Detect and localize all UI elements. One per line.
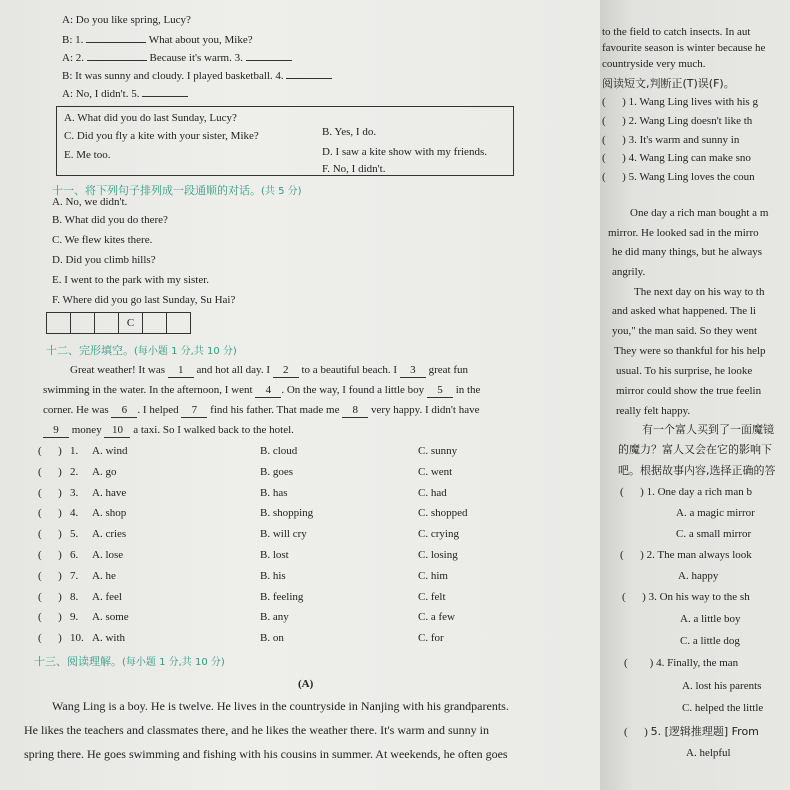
cloze-blank[interactable]: 2 — [273, 364, 299, 378]
cloze-blank[interactable]: 3 — [400, 364, 426, 378]
section-title: 十二、完形填空。(每小题 1 分,共 10 分) — [46, 344, 237, 357]
grid-cell[interactable] — [143, 313, 167, 333]
chinese-intro: 有一个富人买到了一面魔镜 — [642, 423, 774, 436]
story-line: mirror could show the true feelin — [616, 385, 762, 397]
cloze-blank[interactable]: 5 — [427, 384, 453, 398]
question-number: 6. — [70, 549, 79, 561]
dialogue-line: B: 1. What about you, Mike? — [62, 34, 253, 46]
question: ( ) 5. [逻辑推理题] From — [624, 725, 759, 738]
tf-item: ( ) 1. Wang Ling lives with his g — [602, 96, 758, 108]
answer-bracket[interactable]: ( ) — [38, 486, 62, 499]
reading-line: favourite season is winter because he — [602, 42, 766, 54]
question-number: 7. — [70, 569, 79, 582]
question-number: 9. — [70, 611, 79, 624]
option-a: A. wind — [92, 445, 128, 457]
option-b: B. goes — [260, 465, 293, 478]
section-title: 十一、将下列句子排列成一段通顺的对话。(共 5 分) — [52, 184, 302, 197]
passage-line: 9 money 10 a taxi. So I walked back to the hotel. — [43, 424, 294, 438]
cloze-blank[interactable]: 9 — [43, 424, 69, 438]
answer-bracket[interactable]: ( ) — [38, 445, 62, 457]
question-number: 10. — [70, 632, 84, 645]
option-a: A. lose — [92, 549, 124, 561]
reading-line: countryside very much. — [602, 58, 706, 70]
choice: C. a little dog — [680, 635, 740, 647]
instruction: 阅读短文,判断正(T)误(F)。 — [602, 77, 735, 90]
choice: C. a small mirror — [676, 528, 752, 540]
option-b: B. any — [260, 611, 289, 624]
option-b: B. feeling — [260, 590, 304, 603]
option-c: C. him — [418, 569, 448, 582]
question-number: 4. — [70, 507, 79, 520]
question-number: 1. — [70, 445, 79, 457]
cloze-blank[interactable]: 7 — [181, 404, 207, 418]
answer-bracket[interactable]: ( ) — [38, 632, 62, 645]
answer-blank[interactable] — [286, 78, 332, 79]
cloze-blank[interactable]: 1 — [168, 364, 194, 378]
option-b: B. his — [260, 569, 286, 582]
story-line: really felt happy. — [616, 405, 691, 417]
option-a: A. he — [92, 569, 116, 582]
option-b: B. will cry — [260, 528, 307, 541]
option: C. Did you fly a kite with your sister, Mike? — [64, 130, 259, 142]
chinese-intro: 吧。根据故事内容,选择正确的答 — [618, 464, 776, 477]
grid-cell[interactable] — [95, 313, 119, 333]
answer-bracket[interactable]: ( ) — [38, 465, 62, 478]
grid-cell[interactable] — [167, 313, 190, 333]
choice: A. helpful — [686, 747, 731, 759]
choice: A. a magic mirror — [676, 507, 755, 519]
option-c: C. for — [418, 632, 444, 645]
passage-label: (A) — [298, 678, 314, 690]
section-title: 十三、阅读理解。(每小题 1 分,共 10 分) — [34, 655, 225, 668]
option-c: C. sunny — [418, 445, 458, 457]
choice: A. lost his parents — [682, 680, 762, 692]
choice: A. happy — [678, 570, 719, 582]
passage-line: corner. He was 6 . I helped 7 find his father. That made me 8 very happy. I didn't have — [43, 404, 480, 416]
question: ( ) 4. Finally, the man — [624, 657, 739, 669]
cloze-blank[interactable]: 8 — [342, 404, 368, 418]
answer-bracket[interactable]: ( ) — [38, 507, 62, 520]
list-item: B. What did you do there? — [52, 214, 168, 226]
story-line: usual. To his surprise, he looke — [616, 365, 753, 377]
list-item: D. Did you climb hills? — [52, 254, 156, 266]
option-b: B. shopping — [260, 507, 314, 520]
tf-item: ( ) 3. It's warm and sunny in — [602, 134, 740, 146]
option: E. Me too. — [64, 149, 111, 161]
dialogue-line: A: 2. Because it's warm. 3. — [62, 52, 292, 65]
tf-item: ( ) 2. Wang Ling doesn't like th — [602, 115, 753, 127]
list-item: C. We flew kites there. — [52, 234, 153, 246]
story-line: They were so thankful for his help — [614, 345, 766, 357]
option-a: A. feel — [92, 590, 122, 603]
dialogue-line: B: It was sunny and cloudy. I played basketball. 4. — [62, 70, 332, 83]
option-b: B. cloud — [260, 445, 298, 457]
question: ( ) 3. On his way to the sh — [622, 591, 750, 603]
option-a: A. have — [92, 486, 127, 499]
list-item: E. I went to the park with my sister. — [52, 274, 210, 286]
reading-line: Wang Ling is a boy. He is twelve. He lives in the countryside in Nanjing with his grandparents. — [52, 699, 509, 713]
cloze-blank[interactable]: 6 — [111, 404, 137, 418]
tf-item: ( ) 5. Wang Ling loves the coun — [602, 171, 755, 183]
grid-cell[interactable] — [71, 313, 95, 333]
story-line: and asked what happened. The li — [612, 305, 756, 317]
dialogue-line: A: No, I didn't. 5. — [62, 88, 188, 101]
chinese-intro: 的魔力？富人又会在它的影响下 — [618, 443, 772, 456]
story-line: mirror. He looked sad in the mirro — [608, 227, 759, 239]
answer-bracket[interactable]: ( ) — [38, 611, 62, 624]
option-b: B. has — [260, 486, 288, 499]
option-b: B. lost — [260, 549, 289, 561]
option-a: A. some — [92, 611, 129, 624]
passage-line: Great weather! It was 1 and hot all day. I 2 to a beautiful beach. I 3 great fun — [70, 364, 469, 376]
passage-line: swimming in the water. In the afternoon, I went 4 . On the way, I found a little boy 5 in the — [43, 384, 481, 396]
cloze-blank[interactable]: 10 — [104, 424, 130, 438]
reading-line: to the field to catch insects. In aut — [602, 26, 751, 38]
right-page — [600, 0, 790, 790]
grid-cell[interactable] — [47, 313, 71, 333]
order-grid — [46, 312, 191, 334]
option: F. No, I didn't. — [322, 163, 386, 175]
answer-bracket[interactable]: ( ) — [38, 590, 62, 603]
option-c: C. crying — [418, 528, 459, 541]
choice: A. a little boy — [680, 613, 741, 625]
option-a: A. go — [92, 465, 117, 478]
option-c: C. felt — [418, 590, 446, 603]
story-line: angrily. — [612, 266, 646, 278]
option: B. Yes, I do. — [322, 126, 377, 138]
option-c: C. went — [418, 465, 453, 478]
question-number: 5. — [70, 528, 79, 541]
option: D. I saw a kite show with my friends. — [322, 146, 487, 158]
story-line: One day a rich man bought a m — [630, 207, 769, 219]
story-line: he did many things, but he always — [612, 246, 763, 258]
option-c: C. had — [418, 486, 447, 499]
question-number: 2. — [70, 465, 79, 478]
reading-line: He likes the teachers and classmates there, and he likes the weather there. It's warm and sunny in — [24, 723, 489, 737]
option-c: C. shopped — [418, 507, 468, 520]
answer-blank[interactable] — [246, 60, 292, 61]
option: A. What did you do last Sunday, Lucy? — [64, 112, 237, 124]
question: ( ) 2. The man always look — [620, 549, 752, 561]
question-number: 8. — [70, 590, 79, 603]
answer-bracket[interactable]: ( ) — [38, 569, 62, 582]
answer-bracket[interactable]: ( ) — [38, 549, 62, 561]
option-a: A. shop — [92, 507, 127, 520]
option-a: A. with — [92, 632, 125, 645]
option-c: C. a few — [418, 611, 455, 624]
cloze-blank[interactable]: 4 — [255, 384, 281, 398]
option-c: C. losing — [418, 549, 458, 561]
list-item: F. Where did you go last Sunday, Su Hai? — [52, 294, 236, 306]
choice: C. helped the little — [682, 702, 764, 714]
option-a: A. cries — [92, 528, 127, 541]
story-line: you," the man said. So they went — [612, 325, 758, 337]
answer-bracket[interactable]: ( ) — [38, 528, 62, 541]
reading-line: spring there. He goes swimming and fishing with his cousins in summer. At weekends, he often goes — [24, 747, 508, 761]
tf-item: ( ) 4. Wang Ling can make sno — [602, 152, 751, 164]
story-line: The next day on his way to th — [634, 286, 765, 298]
dialogue-line: A: Do you like spring, Lucy? — [62, 14, 191, 26]
question-number: 3. — [70, 486, 79, 499]
answer-blank[interactable] — [87, 60, 147, 61]
answer-blank[interactable] — [142, 96, 188, 97]
answer-blank[interactable] — [86, 42, 146, 43]
grid-cell[interactable]: C — [119, 313, 143, 333]
question: ( ) 1. One day a rich man b — [620, 486, 752, 498]
option-b: B. on — [260, 632, 284, 645]
list-item: A. No, we didn't. — [52, 196, 128, 208]
